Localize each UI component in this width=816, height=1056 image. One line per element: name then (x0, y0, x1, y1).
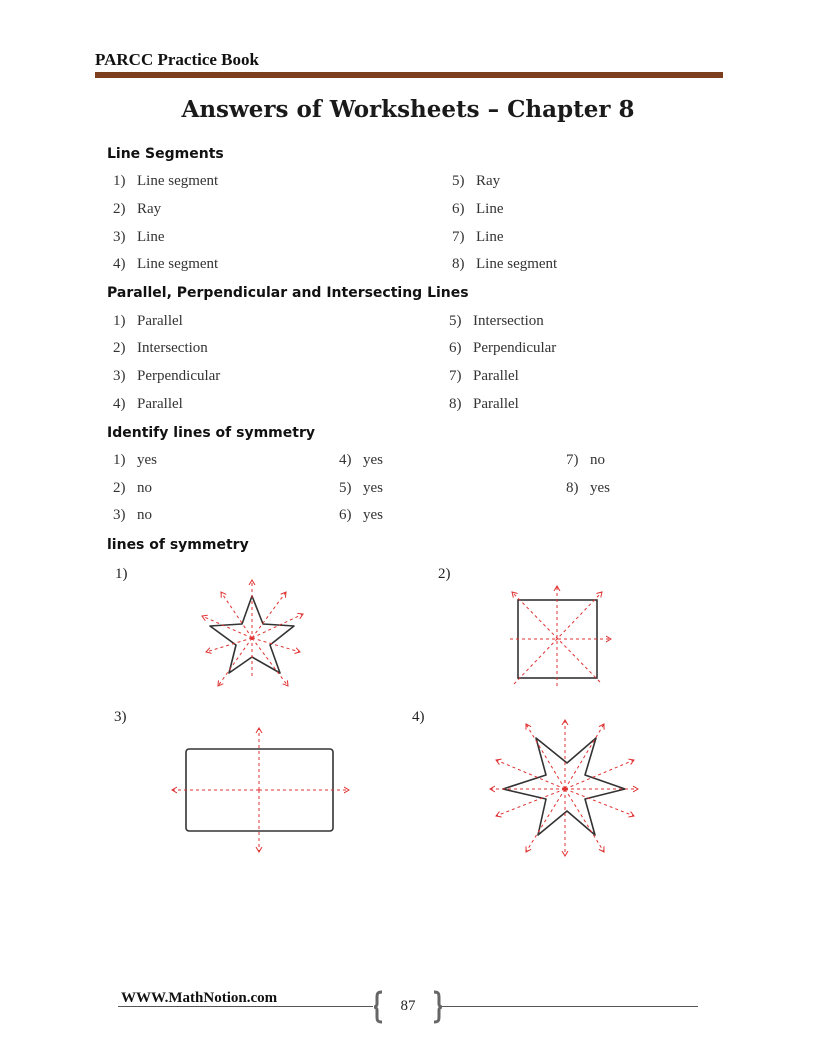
list-item: 3) Perpendicular (113, 368, 221, 384)
list-item: 3) Line (113, 229, 165, 245)
list-item: 6) Perpendicular (449, 340, 557, 356)
rectangle-symmetry-figure (168, 724, 354, 856)
list-item: 8) Parallel (449, 396, 519, 412)
footer-website: WWW.MathNotion.com (121, 990, 278, 1006)
section-heading-identify-symmetry: Identify lines of symmetry (107, 425, 315, 441)
figure-label: 2) (438, 566, 451, 582)
list-item: 2) Intersection (113, 340, 208, 356)
footer-divider (440, 1006, 698, 1007)
header-bar (95, 72, 723, 78)
list-item: 6) yes (339, 507, 383, 523)
list-item: 5) yes (339, 480, 383, 496)
figure-label: 1) (115, 566, 128, 582)
star-symmetry-figure (192, 574, 316, 690)
list-item: 7) no (566, 452, 605, 468)
figure-label: 3) (114, 709, 127, 725)
list-item: 3) no (113, 507, 152, 523)
list-item: 7) Parallel (449, 368, 519, 384)
list-item: 8) Line segment (452, 256, 558, 272)
list-item: 1) Parallel (113, 313, 183, 329)
section-heading-line-segments: Line Segments (107, 146, 224, 162)
list-item: 5) Intersection (449, 313, 544, 329)
eight-point-star-symmetry-figure (486, 716, 642, 860)
list-item: 8) yes (566, 480, 610, 496)
footer-divider (118, 1006, 373, 1007)
page-title: Answers of Worksheets – Chapter 8 (181, 96, 635, 123)
section-heading-lines-of-symmetry: lines of symmetry (107, 537, 249, 553)
section-heading-parallel: Parallel, Perpendicular and Intersecting Lines (107, 285, 469, 301)
book-title: PARCC Practice Book (95, 50, 259, 69)
list-item: 1) Line segment (113, 173, 219, 189)
list-item: 4) yes (339, 452, 383, 468)
list-item: 4) Line segment (113, 256, 219, 272)
list-item: 2) no (113, 480, 152, 496)
list-item: 4) Parallel (113, 396, 183, 412)
square-symmetry-figure (505, 582, 615, 688)
list-item: 6) Line (452, 201, 504, 217)
figure-label: 4) (412, 709, 425, 725)
list-item: 2) Ray (113, 201, 162, 217)
list-item: 7) Line (452, 229, 504, 245)
list-item: 1) yes (113, 452, 157, 468)
page-number: 87 (400, 998, 416, 1014)
list-item: 5) Ray (452, 173, 501, 189)
